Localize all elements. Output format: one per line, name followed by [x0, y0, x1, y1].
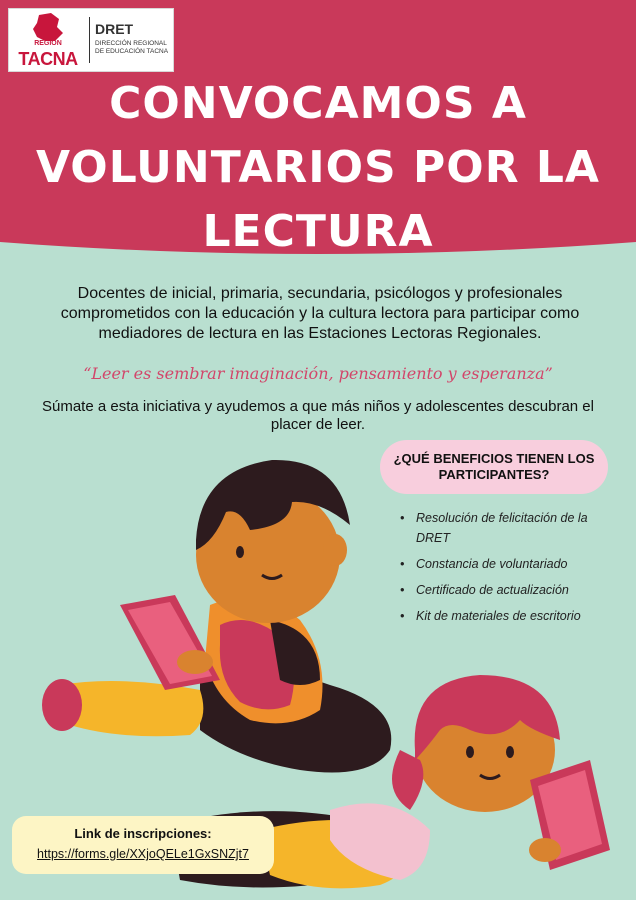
logo-region-label: REGIÓN [34, 40, 62, 47]
main-title [0, 72, 636, 264]
call-to-action: Súmate a esta iniciativa y ayudemos a que más niños y adolescentes descubran el placer de leer. [42, 398, 594, 433]
benefits-list [398, 508, 618, 632]
logo-divider [89, 17, 90, 63]
intro-paragraph: Docentes de inicial, primaria, secundaria, psicólogos y profesionales comprometidos con la educación y la cultura lectora para participar como mediadores de lectura en las Estaciones Lectoras Regionales. [60, 285, 580, 342]
benefit-item: • Constancia de voluntariado [398, 554, 618, 574]
registration-link[interactable]: https://forms.gle/XXjoQELe1GxSNZjt7 [37, 847, 249, 861]
registration-label: Link de inscripciones: [74, 826, 212, 841]
benefit-item: • Kit de materiales de escritorio [398, 606, 618, 626]
logo [8, 8, 174, 72]
logo-tacna-label: TACNA [18, 49, 78, 69]
benefits-title: ¿QUÉ BENEFICIOS TIENEN LOS PARTICIPANTES? [393, 451, 595, 482]
boy-reading-figure [42, 460, 391, 773]
benefit-item: • Resolución de felicitación de la DRET [398, 508, 618, 548]
title-line-3: LECTURA [202, 206, 434, 257]
quote: “Leer es sembrar imaginación, pensamiento y esperanza” [83, 364, 553, 383]
benefit-item: • Certificado de actualización [398, 580, 618, 600]
registration-box [12, 816, 274, 874]
logo-org: DRET [95, 21, 134, 37]
benefits-heading-pill [380, 440, 608, 494]
title-line-2: VOLUNTARIOS POR LA [36, 142, 600, 193]
title-line-1: CONVOCAMOS A [109, 78, 527, 129]
logo-org-full: DIRECCIÓN REGIONAL DE EDUCACIÓN TACNA [95, 40, 169, 55]
